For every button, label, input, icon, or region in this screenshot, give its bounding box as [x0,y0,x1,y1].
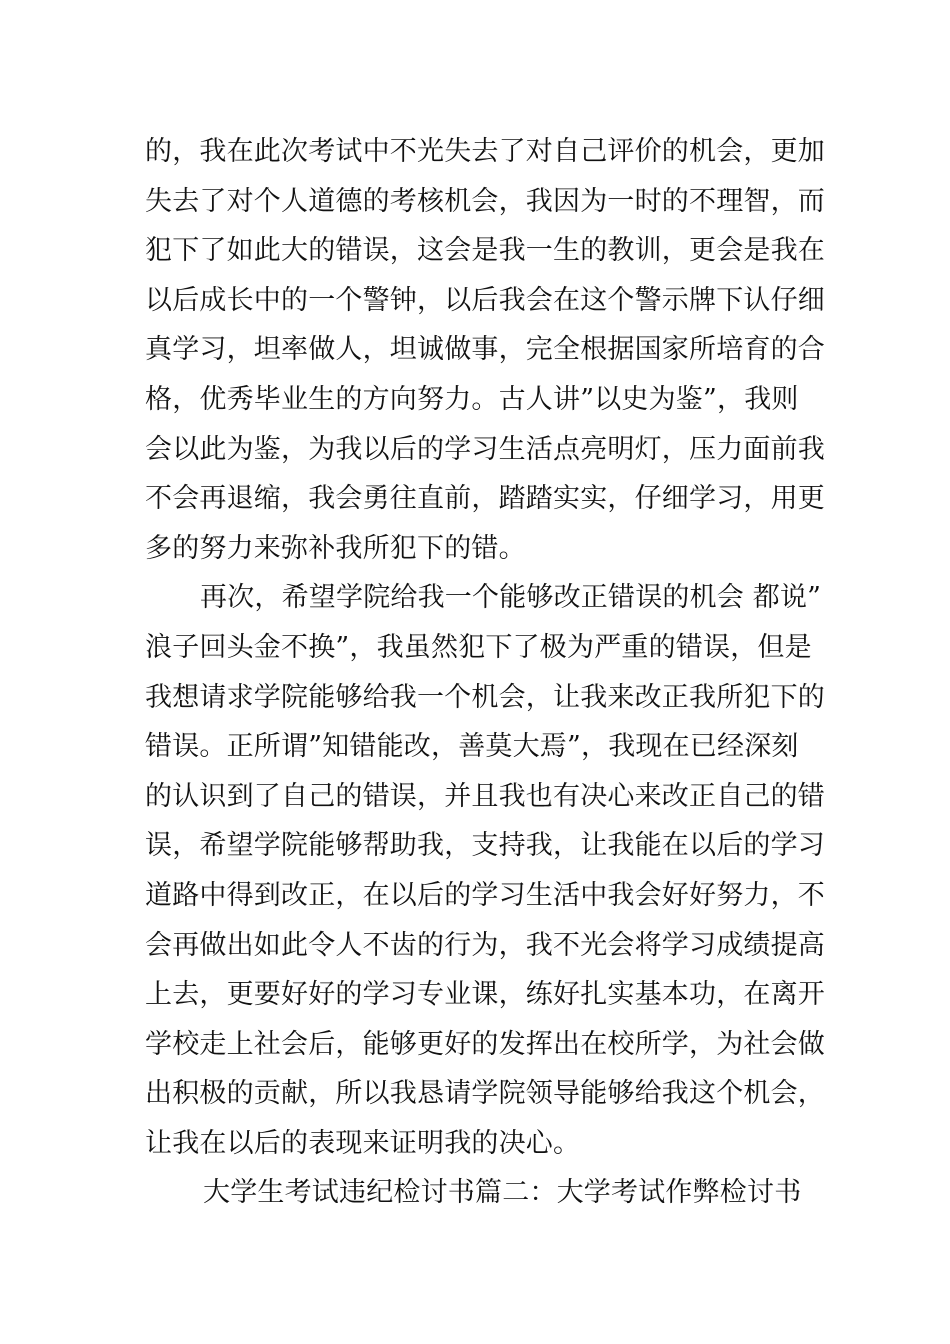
paragraph-line: 会以此为鉴，为我以后的学习生活点亮明灯，压力面前我 [145,433,825,465]
document-body [145,127,825,1218]
paragraph-line: 的，我在此次考试中不光失去了对自己评价的机会，更加 [145,136,825,167]
paragraph-line: 以后成长中的一个警钟，以后我会在这个警示牌下认仔细 [145,284,825,316]
paragraph-2 [145,573,825,1168]
paragraph-line: 误，希望学院能够帮助我，支持我，让我能在以后的学习 [145,830,825,862]
paragraph-line: 错误。正所谓”知错能改，善莫大焉”，我现在已经深刻 [145,731,799,763]
paragraph-line: 浪子回头金不换”，我虽然犯下了极为严重的错误，但是 [145,631,812,663]
paragraph-line: 上去，更要好好的学习专业课，练好扎实基本功，在离开 [145,979,825,1011]
paragraph-1 [145,127,825,573]
paragraph-line: 格，优秀毕业生的方向努力。古人讲”以史为鉴”，我则 [145,383,799,415]
paragraph-line: 犯下了如此大的错误，这会是我一生的教训，更会是我在 [145,235,825,267]
section-heading: 大学生考试违纪检讨书篇二：大学考试作弊检讨书 [203,1177,802,1209]
paragraph-line: 会再做出如此令人不齿的行为，我不光会将学习成绩提高 [145,929,825,961]
paragraph-line: 的认识到了自己的错误，并且我也有决心来改正自己的错 [145,780,825,812]
paragraph-line: 真学习，坦率做人，坦诚做事，完全根据国家所培育的合 [145,334,825,366]
paragraph-line: 失去了对个人道德的考核机会，我因为一时的不理智，而 [145,185,825,217]
paragraph-line: 多的努力来弥补我所犯下的错。 [145,532,526,564]
paragraph-line: 再次，希望学院给我一个能够改正错误的机会 都说” [200,582,822,614]
paragraph-line: 出积极的贡献，所以我恳请学院领导能够给我这个机会， [145,1078,825,1110]
paragraph-line: 不会再退缩，我会勇往直前，踏踏实实，仔细学习，用更 [145,483,825,515]
paragraph-line: 让我在以后的表现来证明我的决心。 [145,1127,581,1159]
paragraph-line: 我想请求学院能够给我一个机会，让我来改正我所犯下的 [145,681,825,713]
paragraph-line: 学校走上社会后，能够更好的发挥出在校所学，为社会做 [145,1028,825,1060]
paragraph-line: 道路中得到改正，在以后的学习生活中我会好好努力，不 [145,879,825,911]
